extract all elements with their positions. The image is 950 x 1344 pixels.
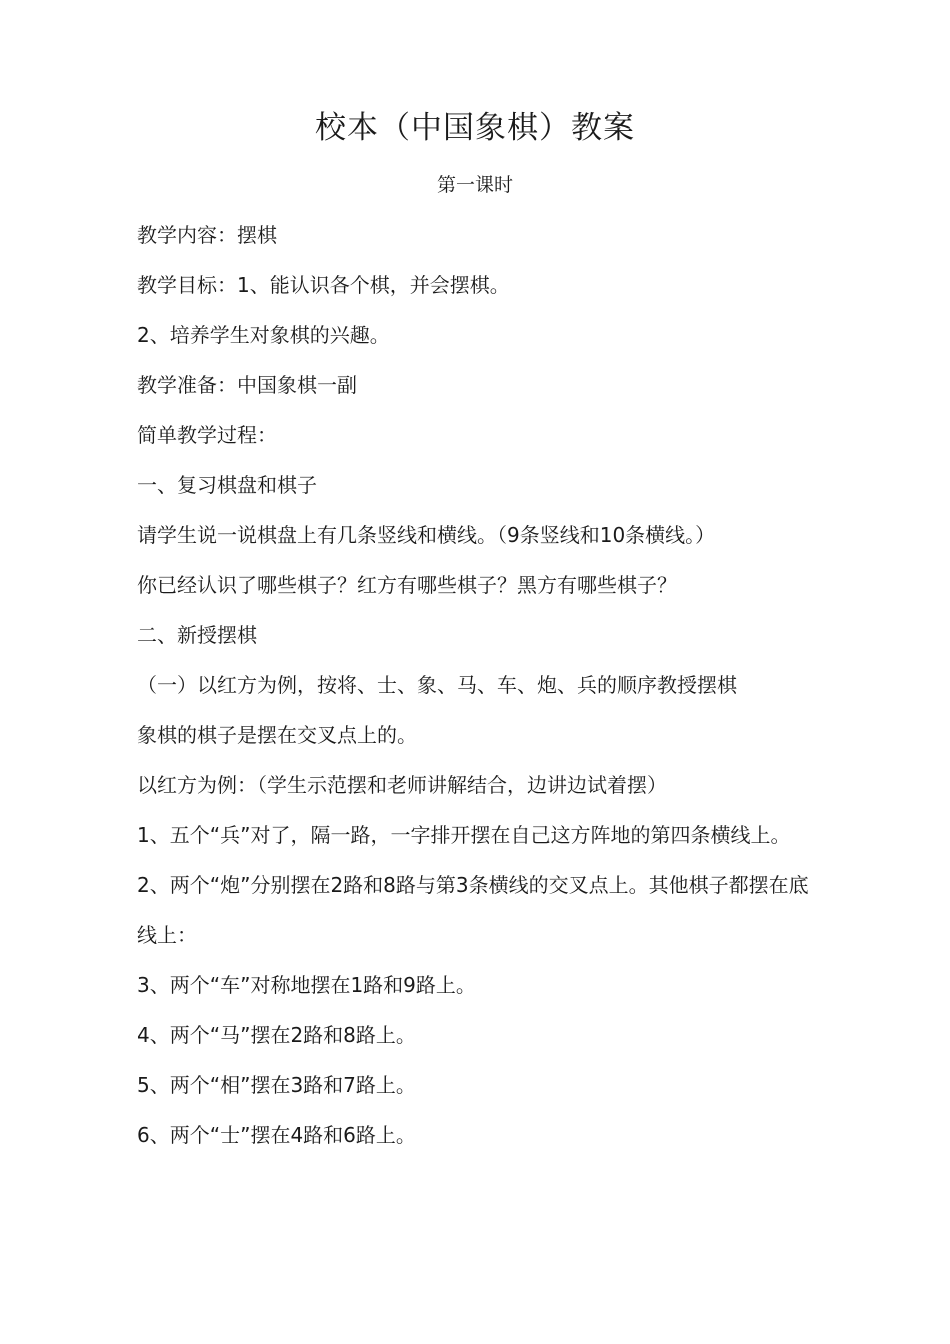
paragraph-step-6: 6、两个“士”摆在4路和6路上。 [137, 1123, 416, 1147]
paragraph-order: （一）以红方为例，按将、士、象、马、车、炮、兵的顺序教授摆棋 [137, 673, 737, 697]
paragraph-goal-1: 教学目标：1、能认识各个棋，并会摆棋。 [137, 273, 510, 297]
document-body [137, 210, 827, 1160]
document-title: 校本（中国象棋）教案 [315, 110, 635, 146]
paragraph-review-pieces: 你已经认识了哪些棋子？红方有哪些棋子？黑方有哪些棋子？ [137, 573, 677, 597]
paragraph-step-3: 3、两个“车”对称地摆在1路和9路上。 [137, 973, 476, 997]
section-heading-review: 一、复习棋盘和棋子 [137, 473, 317, 497]
section-heading-new: 二、新授摆棋 [137, 623, 257, 647]
paragraph-step-2: 2、两个“炮”分别摆在2路和8路与第3条横线的交叉点上。其他棋子都摆在底线上： [137, 873, 809, 947]
paragraph-example: 以红方为例：（学生示范摆和老师讲解结合，边讲边试着摆） [137, 773, 667, 797]
paragraph-step-4: 4、两个“马”摆在2路和8路上。 [137, 1023, 416, 1047]
paragraph-intersection: 象棋的棋子是摆在交叉点上的。 [137, 723, 417, 747]
paragraph-step-5: 5、两个“相”摆在3路和7路上。 [137, 1073, 416, 1097]
paragraph-step-1: 1、五个“兵”对了，隔一路，一字排开摆在自己这方阵地的第四条横线上。 [137, 823, 791, 847]
paragraph-review-question: 请学生说一说棋盘上有几条竖线和横线。（9条竖线和10条横线。） [137, 523, 716, 547]
paragraph-process-heading: 简单教学过程： [137, 423, 277, 447]
lesson-subtitle: 第一课时 [436, 174, 513, 196]
paragraph-goal-2: 2、培养学生对象棋的兴趣。 [137, 323, 390, 347]
paragraph-content: 教学内容：摆棋 [137, 223, 277, 247]
paragraph-preparation: 教学准备：中国象棋一副 [137, 373, 357, 397]
